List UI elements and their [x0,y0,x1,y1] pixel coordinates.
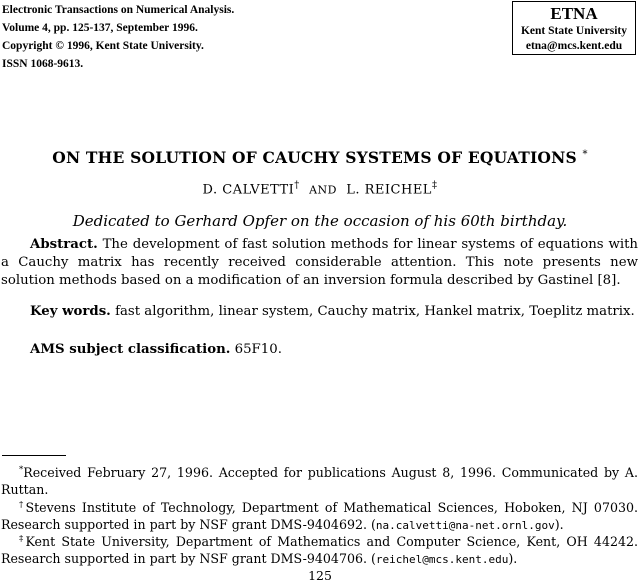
footnote-rule [2,455,66,456]
etna-email: etna@mcs.kent.edu [525,40,623,52]
footnote-received [1,462,638,498]
paper-title [0,148,640,167]
footnote-3-email: reichel@mcs.kent.edu [375,553,509,567]
issn: ISSN 1068-9613. [2,58,84,70]
paper-title-text: ON THE SOLUTION OF CAUCHY SYSTEMS OF EQUATIONS [52,148,577,167]
authors [0,180,640,197]
authors-and: AND [309,183,337,197]
footnote-3-text: Kent State University, Department of Mathematics and Computer Science, Kent, OH 44242. Research supported in part by NSF grant DMS-9404706. [1,534,639,567]
footnote-2-mark: † [19,500,26,510]
keywords-text: fast algorithm, linear system, Cauchy matrix, Hankel matrix, Toeplitz matrix. [115,304,635,319]
footnote-author-1: †Stevens Institute of Technology, Department of Mathematical Sciences, Hoboken, NJ 07030. Research supported in part by NSF grant DMS-9404692. (na.calvetti@na-net.ornl.gov). [1,500,638,533]
footnote-1-text: Received February 27, 1996. Accepted for publications August 8, 1996. Communicated by A. Ruttan. [1,465,638,498]
ams-classification [30,342,282,357]
footnote-2-text: Stevens Institute of Technology, Department of Mathematical Sciences, Hoboken, NJ 07030. Research supported in part by NSF grant DMS-9404692. [1,500,638,533]
title-footnote-mark: * [582,148,588,160]
author-2-mark: ‡ [431,180,438,191]
journal-name: Electronic Transactions on Numerical Analysis. [2,4,235,16]
keywords [30,304,635,319]
publication-info [2,1,234,73]
etna-affiliation: Kent State University [520,25,628,37]
abstract-heading: Abstract. [30,237,98,252]
volume-info: Volume 4, pp. 125-137, September 1996. [2,22,198,34]
page-number: 125 [308,568,332,583]
author-2: L. REICHEL [346,182,432,198]
ams-heading: AMS subject classification. [30,342,231,357]
dedication: Dedicated to Gerhard Opfer on the occasion of his 60th birthday. [72,212,568,230]
abstract-text: The development of fast solution methods for linear systems of equations with a Cauchy matrix has recently received considerable attention. This note presents new solution methods based on a modification of an inversion formula described by Gastinel [8]. [1,237,638,288]
ams-text: 65F10. [234,342,282,357]
author-1-mark: † [294,180,300,191]
keywords-heading: Key words. [30,304,111,319]
etna-title: ETNA [550,4,598,23]
footnote-3-mark: ‡ [19,534,26,544]
abstract [1,236,638,290]
copyright: Copyright © 1996, Kent State University. [2,40,204,52]
footnote-1-mark: * [19,465,24,475]
etna-header-box [512,1,636,55]
author-1: D. CALVETTI [202,182,295,198]
footnote-2-email: na.calvetti@na-net.ornl.gov [375,519,555,533]
footnote-author-2: ‡Kent State University, Department of Mathematics and Computer Science, Kent, OH 44242. Research supported in part by NSF grant DMS-9404706. (reichel@mcs.kent.edu). [1,534,639,567]
